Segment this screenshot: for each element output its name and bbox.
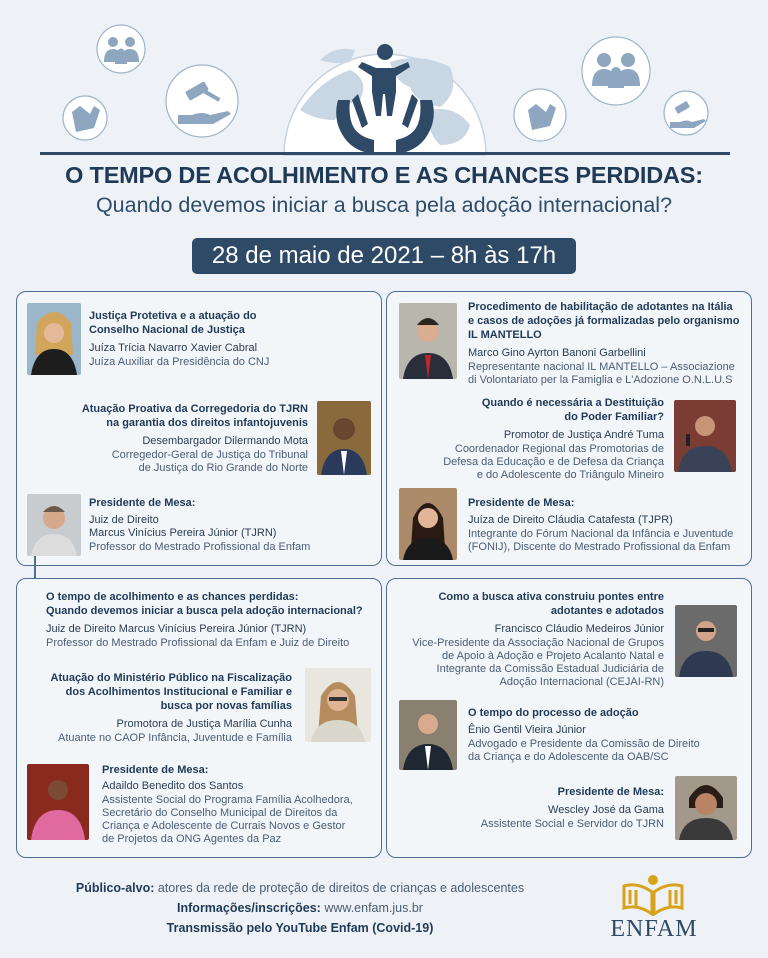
session-title: O tempo de acolhimento e as chances perdidas:	[46, 591, 299, 603]
logo-book-icon	[620, 872, 686, 916]
speaker-role: Professor do Mestrado Profissional da Enfam e Juiz de Direito	[46, 637, 350, 649]
speaker-role: Criança e Adolescente de Currais Novos e Gestor	[102, 820, 346, 832]
speaker-role: Adoção Internacional (CEJAI-RN)	[499, 676, 664, 688]
speaker-name: Juiz de Direito Marcus Vinícius Pereira Júnior (TJRN)	[46, 623, 307, 635]
session-title: Justiça Protetiva e a atuação do	[89, 310, 257, 322]
globe-child-icon	[284, 44, 486, 155]
session-title: Presidente de Mesa:	[468, 497, 575, 509]
speaker-photo	[317, 401, 371, 475]
footer-info	[0, 878, 600, 938]
session-title: busca por novas famílias	[160, 700, 292, 712]
session-title: Presidente de Mesa:	[89, 497, 196, 509]
speaker-photo	[399, 700, 457, 770]
audience-text: atores da rede de proteção de direitos de crianças e adolescentes	[154, 881, 525, 895]
session-title: IL MANTELLO	[468, 329, 542, 341]
family-icon	[97, 25, 145, 73]
session-title: na garantia dos direitos infantojuvenis	[106, 417, 308, 429]
speaker-role: da Criança e do Adolescente da OAB/SC	[468, 751, 669, 763]
speaker-role: Defesa da Educação e de Defesa da Criança	[443, 456, 664, 468]
speaker-role: Secretário do Conselho Municipal de Direitos da	[102, 807, 338, 819]
speaker-role: Representante nacional IL MANTELLO – Associazione	[468, 361, 735, 373]
session-title: Como a busca ativa construiu pontes entre	[438, 591, 664, 603]
speaker-photo	[399, 488, 457, 560]
session-title: Presidente de Mesa:	[557, 786, 664, 798]
page-subtitle: Quando devemos iniciar a busca pela adoção internacional?	[95, 193, 673, 217]
session-title: Conselho Nacional de Justiça	[89, 324, 245, 336]
session-title: Presidente de Mesa:	[102, 764, 209, 776]
speaker-name: Juíza Trícia Navarro Xavier Cabral	[89, 342, 258, 354]
speaker-role: de Apoio à Adoção e Projeto Acalanto Natal e	[442, 650, 664, 662]
speaker-role: de Projetos da ONG Agentes da Paz	[102, 833, 282, 845]
speaker-role: Coordenador Regional das Promotorias de	[454, 443, 664, 455]
session-title: O tempo do processo de adoção	[468, 707, 639, 719]
speaker-photo	[399, 303, 457, 379]
caring-hands-icon	[514, 89, 566, 141]
speaker-photo	[27, 494, 81, 556]
speaker-name: Juiz de Direito	[89, 514, 159, 526]
gavel-icon	[664, 91, 708, 135]
session-title: e casos de adoções já formalizadas pelo organismo	[468, 315, 740, 327]
speaker-role: Professor do Mestrado Profissional da Enfam	[89, 541, 311, 553]
session-title: Quando é necessária a Destituição	[481, 397, 664, 409]
speaker-name: Ênio Gentil Vieira Júnior	[468, 724, 586, 736]
speaker-name: Francisco Cláudio Medeiros Júnior	[494, 623, 664, 635]
session-title: Quando devemos iniciar a busca pela adoção internacional?	[46, 605, 363, 617]
speaker-role: Advogado e Presidente da Comissão de Direito	[468, 738, 700, 750]
speaker-role: Assistente Social do Programa Família Acolhedora,	[102, 794, 353, 806]
speaker-role: (FONIJ), Discente do Mestrado Profissional da Enfam	[468, 541, 731, 553]
speaker-role: di Volontariato per la Famiglia e L'Adozione O.N.L.U.S	[468, 374, 733, 386]
speaker-role: Atuante no CAOP Infância, Juventude e Família	[58, 732, 292, 744]
speaker-role: Vice-Presidente da Associação Nacional de Grupos	[412, 637, 664, 649]
header-illustration	[0, 0, 768, 160]
speaker-name: Juíza de Direito Cláudia Catafesta (TJPR)	[468, 514, 673, 526]
speaker-name: Adaildo Benedito dos Santos	[102, 780, 244, 792]
speaker-photo	[27, 303, 81, 375]
session-title: dos Acolhimentos Institucional e Familiar e	[65, 686, 292, 698]
speaker-photo	[674, 400, 736, 472]
session-title: Procedimento de habilitação de adotantes na Itália	[468, 301, 733, 313]
caring-hands-icon	[63, 96, 107, 140]
stream-info: Transmissão pelo YouTube Enfam (Covid-19)	[166, 921, 434, 935]
speaker-photo	[27, 764, 89, 840]
speaker-role: e do Adolescente do Triângulo Mineiro	[476, 469, 664, 481]
speaker-name: Marco Gino Ayrton Banoni Garbellini	[468, 347, 646, 359]
speaker-name: Desembargador Dilermando Mota	[142, 435, 308, 447]
session-title: do Poder Familiar?	[564, 411, 664, 423]
event-date-badge: 28 de maio de 2021 – 8h às 17h	[192, 238, 576, 274]
speaker-photo	[675, 605, 737, 677]
speaker-name: Wescley José da Gama	[548, 804, 664, 816]
session-title: adotantes e adotados	[550, 605, 664, 617]
family-icon	[582, 37, 650, 105]
speaker-role: Juíza Auxiliar da Presidência do CNJ	[89, 356, 270, 368]
header-rule	[40, 152, 730, 155]
page-title: O TEMPO DE ACOLHIMENTO E AS CHANCES PERDIDAS:	[65, 162, 703, 188]
speaker-role: Integrante do Fórum Nacional da Infância e Juventude	[468, 528, 734, 540]
info-label: Informações/inscrições:	[177, 901, 321, 915]
session-title: Atuação Proativa da Corregedoria do TJRN	[81, 403, 308, 415]
speaker-role: Corregedor-Geral de Justiça do Tribunal	[111, 449, 308, 461]
info-link[interactable]: www.enfam.jus.br	[320, 901, 423, 915]
enfam-logo: ENFAM	[610, 916, 698, 942]
speaker-role: Integrante da Comissão Estadual Judiciária de	[436, 663, 664, 675]
speaker-role: Assistente Social e Servidor do TJRN	[480, 818, 664, 830]
speaker-name: Promotora de Justiça Marília Cunha	[116, 718, 292, 730]
speaker-role: de Justiça do Rio Grande do Norte	[138, 462, 308, 474]
speaker-photo	[675, 776, 737, 840]
audience-label: Público-alvo:	[75, 881, 155, 895]
gavel-icon	[166, 65, 238, 137]
speaker-photo	[305, 668, 371, 742]
speaker-name: Promotor de Justiça André Tuma	[503, 429, 664, 441]
session-title: Atuação do Ministério Público na Fiscalização	[50, 672, 292, 684]
speaker-name: Marcus Vinícius Pereira Júnior (TJRN)	[89, 527, 277, 539]
